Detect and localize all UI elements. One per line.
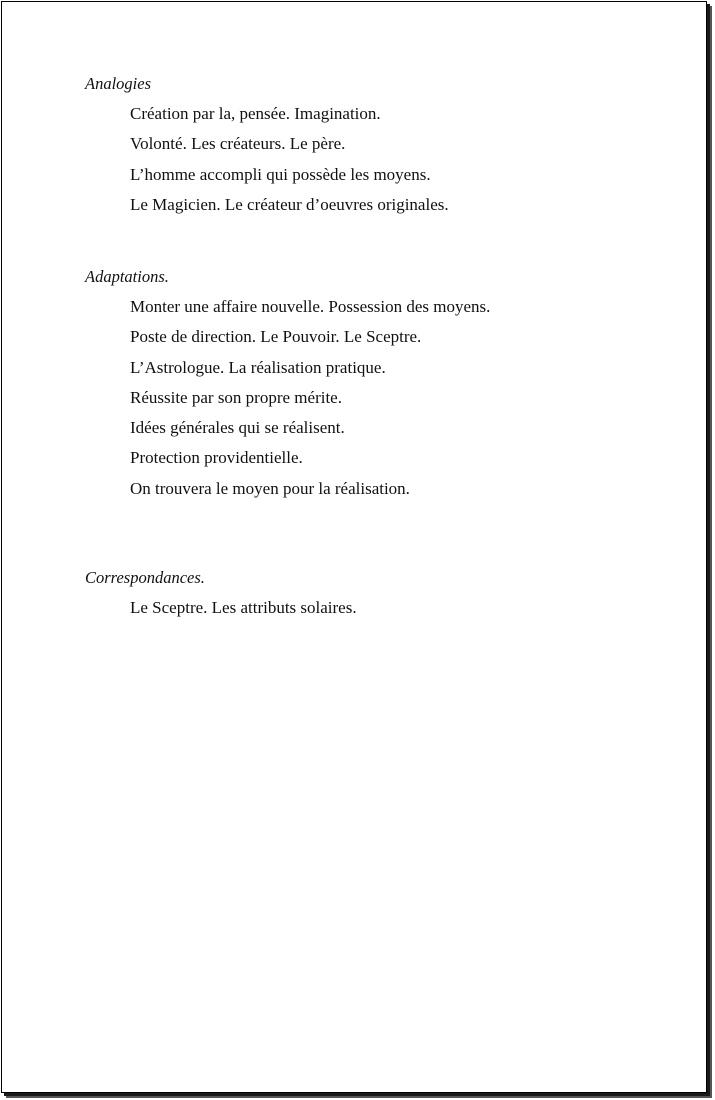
section-heading: Analogies — [85, 74, 151, 93]
section-heading: Adaptations. — [85, 267, 169, 286]
text-line: Le Magicien. Le créateur d’oeuvres originales. — [130, 194, 449, 214]
text-line: On trouvera le moyen pour la réalisation. — [130, 478, 410, 498]
section-adaptations — [85, 267, 685, 509]
text-line: Réussite par son propre mérite. — [130, 387, 342, 407]
text-line: L’homme accompli qui possède les moyens. — [130, 164, 431, 184]
section-analogies — [85, 74, 685, 225]
text-line: Le Sceptre. Les attributs solaires. — [130, 598, 357, 617]
text-line: Création par la, pensée. Imagination. — [130, 104, 381, 123]
section-lines — [85, 598, 685, 618]
text-line: Monter une affaire nouvelle. Possession des moyens. — [130, 297, 491, 316]
text-line: Volonté. Les créateurs. Le père. — [130, 134, 346, 154]
section-correspondances — [85, 568, 685, 628]
section-lines — [85, 297, 685, 499]
section-heading: Correspondances. — [85, 568, 205, 587]
document-page — [1, 1, 707, 1093]
text-line: Protection providentielle. — [130, 448, 303, 468]
section-lines — [85, 104, 685, 215]
text-line: Poste de direction. Le Pouvoir. Le Sceptre. — [130, 327, 422, 347]
text-line: Idées générales qui se réalisent. — [130, 418, 345, 438]
text-line: L’Astrologue. La réalisation pratique. — [130, 357, 386, 377]
